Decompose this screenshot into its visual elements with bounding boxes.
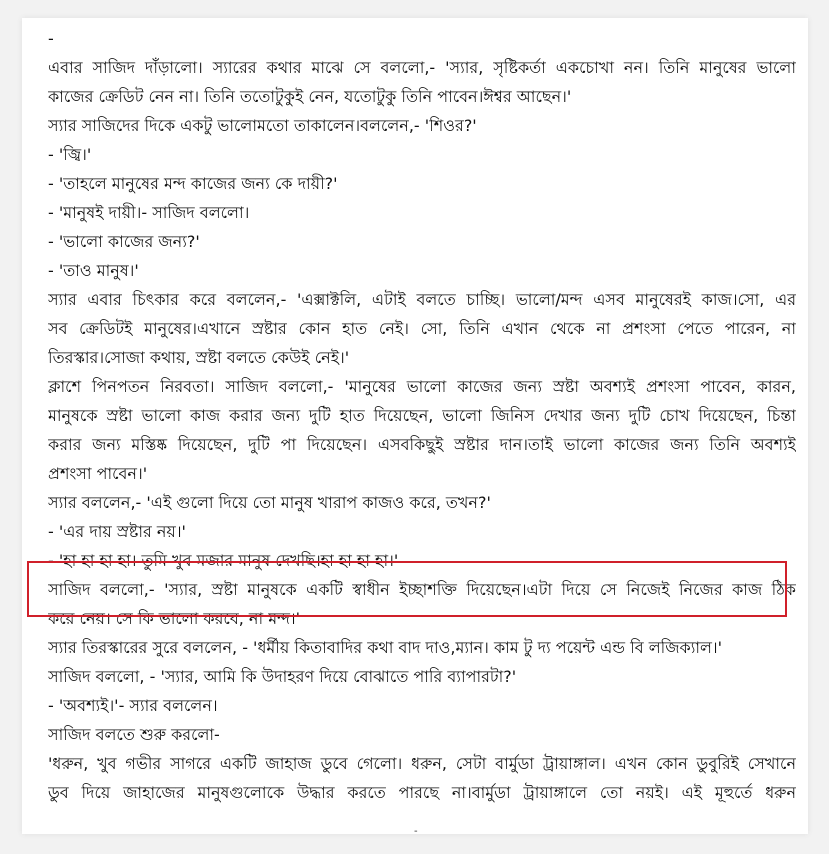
text-line: - 'জ্বি।' <box>48 145 92 164</box>
text-line: সাজিদ বললো, - 'স্যার, আমি কি উদাহরণ দিয়ে বোঝাতে পারি ব্যাপারটা?' <box>48 667 517 686</box>
text-line: মানুষকে স্রষ্টা ভালো কাজ করার জন্য দুটি হাত দিয়েছেন, ভালো জিনিস দেখার জন্য দুটি চোখ দিয়েছেন, চিন্তা <box>48 406 796 425</box>
text-line: স্যার বললেন,- 'এই গুলো দিয়ে তো মানুষ খারাপ কাজও করে, তখন?' <box>48 493 491 512</box>
text-line: - 'অবশ্যই।'- স্যার বললেন। <box>48 696 218 715</box>
text-line: - 'মানুষই দায়ী।- সাজিদ বললো। <box>48 203 250 222</box>
text-line: সাজিদ বললো,- 'স্যার, স্রষ্টা মানুষকে একটি স্বাধীন ইচ্ছাশক্তি দিয়েছেন।এটা দিয়ে সে নিজেই নিজের কাজ ঠিক <box>48 580 796 599</box>
text-line: করার জন্য মস্তিষ্ক দিয়েছেন, দুটি পা দিয়েছেন। এসবকিছুই স্রষ্টার দান।তাই ভালো কাজের জন্য তিনি অবশ্যই <box>48 435 796 454</box>
text-line: স্যার তিরস্কারের সুরে বললেন, - 'ধর্মীয় কিতাবাদির কথা বাদ দাও,ম্যান। কাম টু দ্য পয়েন্ট এন্ড বি লজিক্যাল।' <box>48 638 723 657</box>
text-line: - <box>48 29 54 48</box>
document-page <box>22 18 808 834</box>
page-mark: - <box>414 826 418 834</box>
text-line: ডুব দিয়ে জাহাজের মানুষগুলোকে উদ্ধার করতে পারছে না।বার্মুডা ট্রায়াঙ্গালে তো নয়ই। এই মূহুর্তে ধরুন <box>48 783 796 802</box>
text-line: - 'হা হা হা হা। তুমি খুব মজার মানুষ দেখছি।হা হা হা হা।' <box>48 551 399 570</box>
text-line: এবার সাজিদ দাঁড়ালো। স্যারের কথার মাঝে সে বললো,- 'স্যার, সৃষ্টিকর্তা একচোখা নন। তিনি মানুষের ভালো <box>48 58 796 77</box>
text-line: ক্লাশে পিনপতন নিরবতা। সাজিদ বললো,- 'মানুষের ভালো কাজের জন্য স্রষ্টা অবশ্যই প্রশংসা পাবেন, কারন, <box>48 377 796 396</box>
text-line: কাজের ক্রেডিট নেন না। তিনি ততোটুকুই নেন, যতোটুকু তিনি পাবেন।ঈশ্বর আছেন।' <box>48 87 572 106</box>
text-line: - 'তাও মানুষ।' <box>48 261 139 280</box>
text-line: তিরস্কার।সোজা কথায়, স্রষ্টা বলতে কেউই নেই।' <box>48 348 350 367</box>
text-line: সাজিদ বলতে শুরু করলো- <box>48 725 220 744</box>
text-line: - 'এর দায় স্রষ্টার নয়।' <box>48 522 186 541</box>
text-line: সব ক্রেডিটই মানুষের।এখানে স্রষ্টার কোন হাত নেই। সো, তিনি এখান থেকে না প্রশংসা পেতে পারেন, না <box>48 319 796 338</box>
text-line: করে নেয়। সে কি ভালো করবে, না মন্দ।' <box>48 609 301 628</box>
document-text <box>48 24 796 807</box>
text-line: - 'তাহলে মানুষের মন্দ কাজের জন্য কে দায়ী?' <box>48 174 338 193</box>
text-line: স্যার এবার চিৎকার করে বললেন,- 'এক্সাক্টলি, এটাই বলতে চাচ্ছি। ভালো/মন্দ এসব মানুষেরই কাজ।সো, এর <box>48 290 796 309</box>
text-line: - 'ভালো কাজের জন্য?' <box>48 232 200 251</box>
text-line: স্যার সাজিদের দিকে একটু ভালোমতো তাকালেন।বললেন,- 'শিওর?' <box>48 116 477 135</box>
text-line: প্রশংসা পাবেন।' <box>48 464 148 483</box>
text-line: 'ধরুন, খুব গভীর সাগরে একটি জাহাজ ডুবে গেলো। ধরুন, সেটা বার্মুডা ট্রায়াঙ্গাল। এখন কোন ডুবুরিই সেখানে <box>48 754 796 773</box>
